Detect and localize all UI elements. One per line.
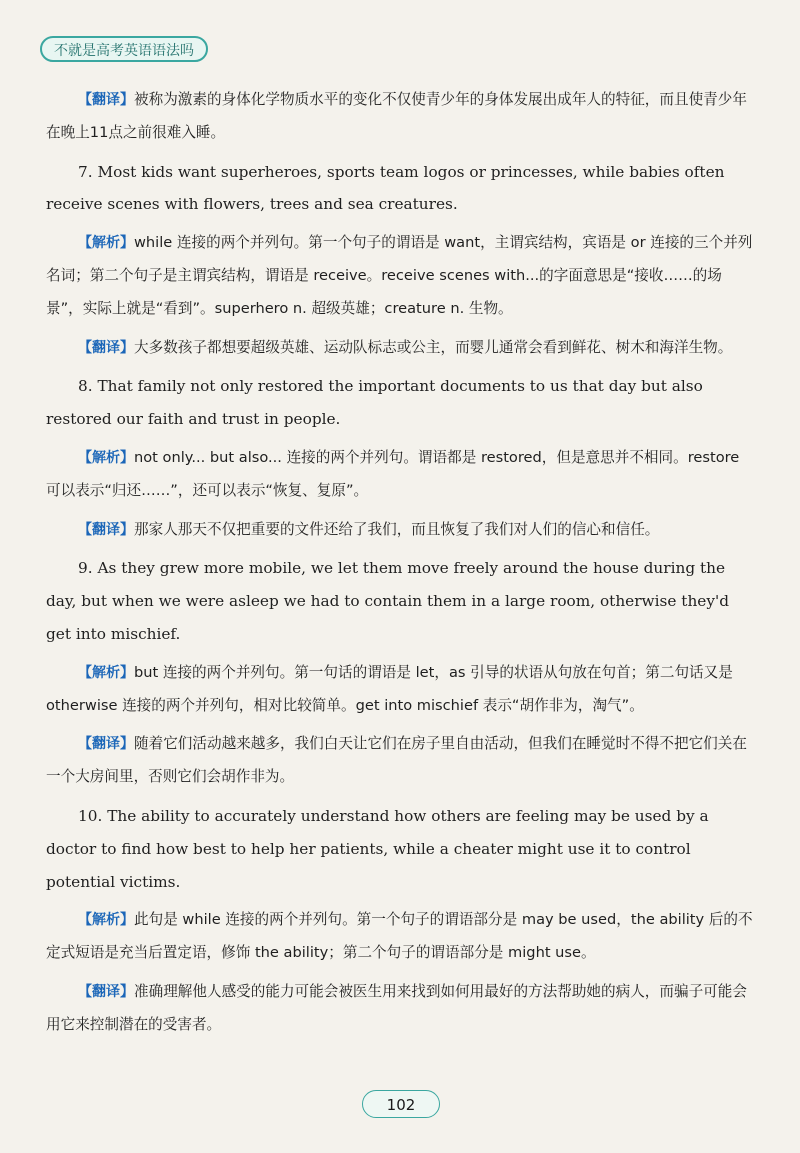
label-open-bracket: 【 <box>78 339 92 356</box>
example-sentence <box>46 370 754 436</box>
translation-paragraph <box>46 976 754 1042</box>
label-close-bracket: 】 <box>120 339 134 356</box>
paragraph-text: while 连接的两个并列句。第一个句子的谓语是 want，主谓宾结构，宾语是 or 连接的三个并列名词；第二个句子是主谓宾结构，谓语是 receive。receive scenes with...的字面意思是“接收……的场景”，实际上就是“看到”。superhero n. 超级英雄；creature n. 生物。 <box>46 234 753 317</box>
label-open-bracket: 【 <box>78 912 92 929</box>
paragraph-text: 准确理解他人感受的能力可能会被医生用来找到如何用最好的方法帮助她的病人，而骗子可能会用它来控制潜在的受害者。 <box>46 982 747 1033</box>
page-number: 102 <box>362 1090 440 1118</box>
translation-label <box>78 92 134 108</box>
label-open-bracket: 【 <box>78 664 92 681</box>
analysis-label <box>78 665 134 681</box>
chapter-tag: 不就是高考英语语法吗 <box>40 36 208 62</box>
analysis-paragraph <box>46 442 754 508</box>
label-open-bracket: 【 <box>78 92 92 108</box>
label-close-bracket: 】 <box>120 449 134 466</box>
example-sentence <box>46 156 754 222</box>
analysis-label <box>78 912 134 928</box>
label-open-bracket: 【 <box>78 449 92 466</box>
label-text: 解析 <box>92 912 120 929</box>
label-close-bracket: 】 <box>120 983 134 1000</box>
content-area <box>46 84 754 1048</box>
translation-label <box>78 736 134 752</box>
label-text: 翻译 <box>92 736 120 753</box>
label-open-bracket: 【 <box>78 235 92 252</box>
analysis-paragraph <box>46 227 754 325</box>
label-text: 翻译 <box>92 521 120 538</box>
label-text: 解析 <box>92 664 120 681</box>
paragraph-text: 随着它们活动越来越多，我们白天让它们在房子里自由活动，但我们在睡觉时不得不把它们关在一个大房间里，否则它们会胡作非为。 <box>46 735 747 786</box>
translation-label <box>78 984 134 1000</box>
translation-paragraph <box>46 514 754 547</box>
translation-label <box>78 340 134 356</box>
label-open-bracket: 【 <box>78 736 92 753</box>
analysis-label <box>78 450 134 466</box>
label-close-bracket: 】 <box>120 664 134 681</box>
label-open-bracket: 【 <box>78 983 92 1000</box>
translation-label <box>78 522 134 538</box>
label-close-bracket: 】 <box>120 736 134 753</box>
analysis-paragraph <box>46 904 754 970</box>
label-text: 翻译 <box>92 92 120 108</box>
paragraph-text: but 连接的两个并列句。第一句话的谓语是 let，as 引导的状语从句放在句首；第二句话又是 otherwise 连接的两个并列句，相对比较简单。get into mischief 表示“胡作非为，淘气”。 <box>46 663 733 714</box>
label-text: 解析 <box>92 449 120 466</box>
label-close-bracket: 】 <box>120 521 134 538</box>
analysis-paragraph <box>46 657 754 723</box>
paragraph-text: 被称为激素的身体化学物质水平的变化不仅使青少年的身体发展出成年人的特征，而且使青少年在晚上11点之前很难入睡。 <box>46 91 747 141</box>
paragraph-text: 此句是 while 连接的两个并列句。第一个句子的谓语部分是 may be used，the ability 后的不定式短语是充当后置定语，修饰 the ability；第二个句子的谓语部分是 might use。 <box>46 911 753 962</box>
label-text: 翻译 <box>92 983 120 1000</box>
paragraph-text: 9. As they grew more mobile, we let them move freely around the house during the day, but when we were asleep we had to contain them in a large room, otherwise they'd get into mischief. <box>46 559 729 643</box>
label-text: 解析 <box>92 235 120 252</box>
paragraph-text: 8. That family not only restored the important documents to us that day but also restored our faith and trust in people. <box>46 377 703 429</box>
paragraph-text: not only... but also... 连接的两个并列句。谓语都是 restored，但是意思并不相同。restore 可以表示“归还……”，还可以表示“恢复、复原”。 <box>46 448 740 499</box>
example-sentence <box>46 800 754 898</box>
translation-paragraph <box>46 84 754 150</box>
label-close-bracket: 】 <box>120 92 134 108</box>
example-sentence <box>46 552 754 650</box>
label-close-bracket: 】 <box>120 235 134 252</box>
paragraph-text: 大多数孩子都想要超级英雄、运动队标志或公主，而婴儿通常会看到鲜花、树木和海洋生物。 <box>134 338 733 356</box>
paragraph-text: 10. The ability to accurately understand how others are feeling may be used by a doctor to find how best to help her patients, while a cheater might use it to control potential victims. <box>46 806 709 891</box>
label-close-bracket: 】 <box>120 912 134 929</box>
label-open-bracket: 【 <box>78 521 92 538</box>
translation-paragraph <box>46 728 754 794</box>
paragraph-text: 7. Most kids want superheroes, sports team logos or princesses, while babies often receive scenes with flowers, trees and sea creatures. <box>46 162 725 214</box>
translation-paragraph <box>46 332 754 365</box>
label-text: 翻译 <box>92 339 120 356</box>
paragraph-text: 那家人那天不仅把重要的文件还给了我们，而且恢复了我们对人们的信心和信任。 <box>134 520 660 538</box>
analysis-label <box>78 235 134 251</box>
